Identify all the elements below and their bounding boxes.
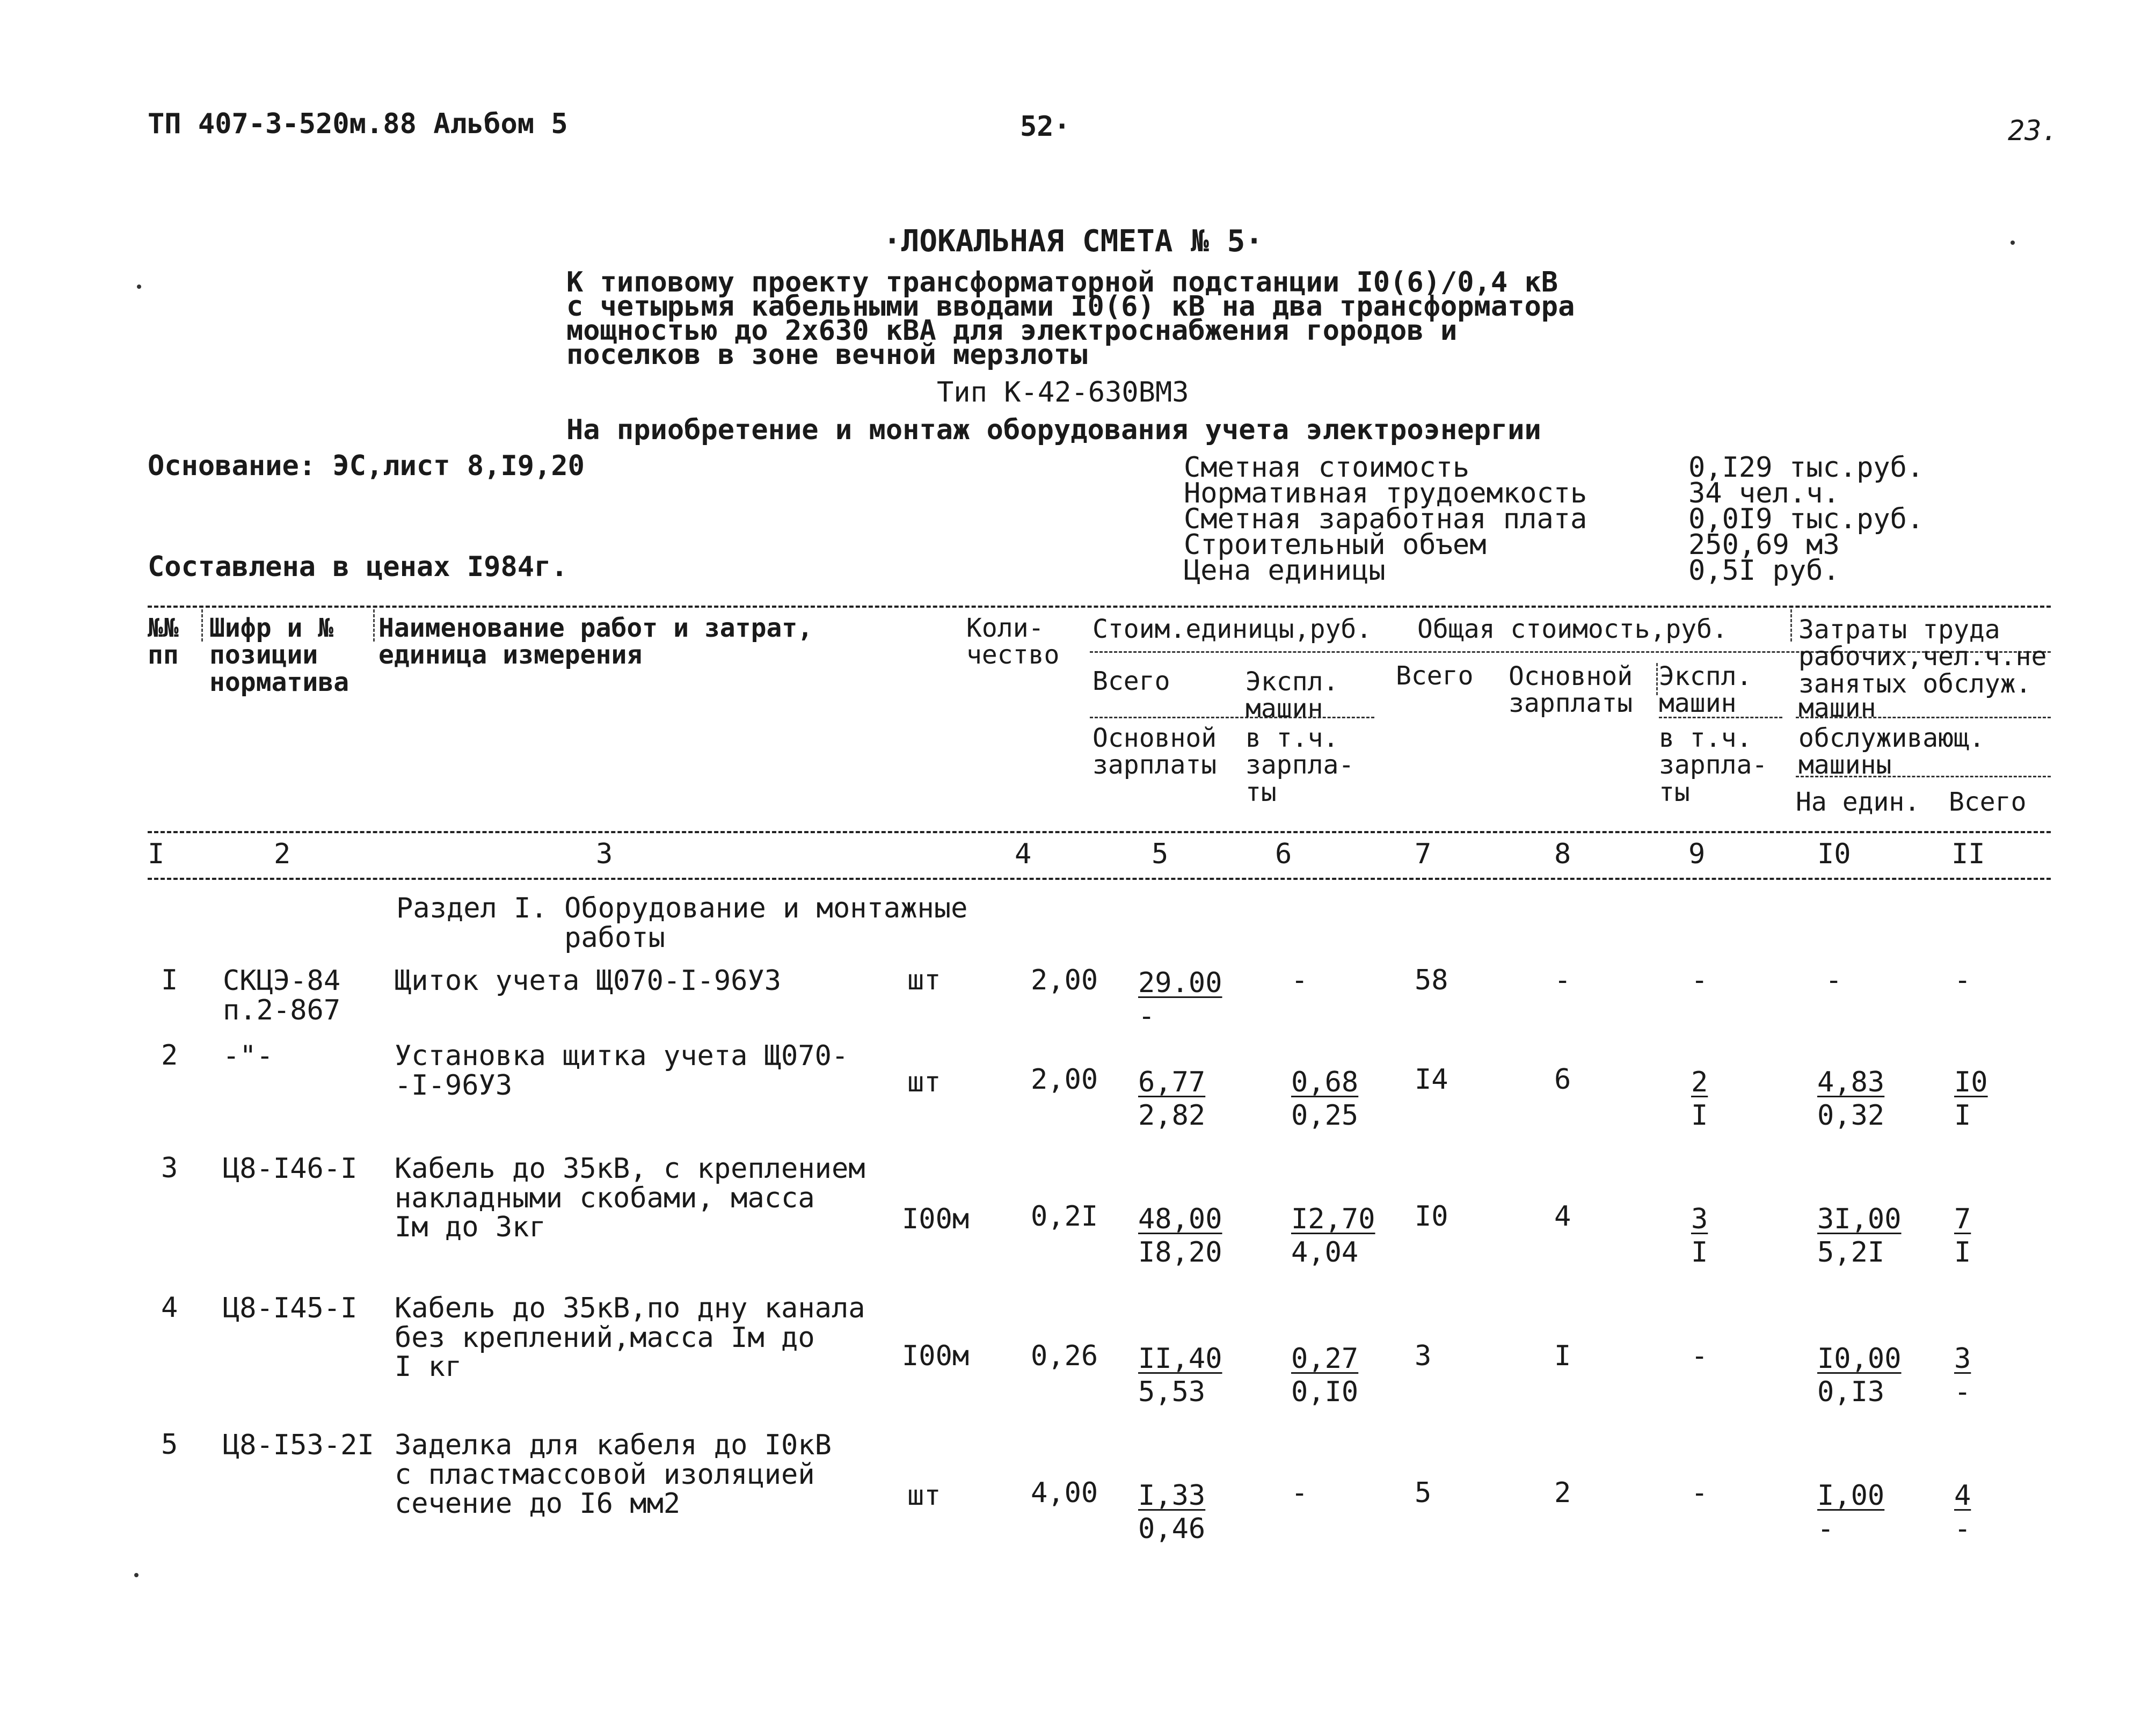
summary-label-cost: Сметная стоимость bbox=[1184, 451, 1470, 484]
row-1-machines: - bbox=[1691, 964, 1708, 996]
summary-label-unit-price: Цена единицы bbox=[1184, 555, 1386, 587]
row-3-number: 3 bbox=[161, 1152, 178, 1184]
column-separator bbox=[1790, 609, 1792, 642]
row-1-number: I bbox=[161, 964, 178, 996]
row-2-unit: шт bbox=[907, 1066, 941, 1098]
row-3-wages: 4 bbox=[1554, 1200, 1571, 1233]
row-2-unit-cost: $\frac{6,77}{2,82}$ bbox=[1138, 1066, 1206, 1132]
col-header-wages-5: Основной зарплаты bbox=[1092, 723, 1217, 781]
row-4-labor-total: 3 - bbox=[1954, 1343, 1971, 1409]
row-3-total: I0 bbox=[1415, 1200, 1448, 1233]
row-1-labor-total: - bbox=[1954, 964, 1971, 996]
row-5-number: 5 bbox=[161, 1429, 178, 1461]
col-number-1: I bbox=[148, 838, 165, 870]
row-2-unit-machines: $\frac{0,68}{0,25}$ bbox=[1291, 1066, 1359, 1132]
row-1-quantity: 2,00 bbox=[1031, 964, 1098, 996]
row-2-total: I4 bbox=[1415, 1063, 1448, 1096]
row-4-total: 3 bbox=[1415, 1340, 1432, 1372]
col-header-quantity: Коли- чество bbox=[966, 613, 1060, 671]
row-1-wages: - bbox=[1554, 964, 1571, 996]
row-3-code: Ц8-I46-I bbox=[223, 1153, 358, 1185]
col-header-labor: Затраты труда рабочих,чел.ч.не занятых обслуж. bbox=[1798, 615, 2047, 699]
row-5-labor-unit: I,00 - bbox=[1817, 1480, 1885, 1546]
row-5-name: Заделка для кабеля до I0кВ с пластмассовой изоляцией сечение до I6 мм2 bbox=[395, 1429, 832, 1520]
column-numbers-rule bbox=[148, 878, 2051, 880]
col-header-service-machines: обслуживающ. машины bbox=[1798, 723, 1985, 781]
col-header-incl-wages-9: в т.ч. зарпла- ты bbox=[1659, 723, 1768, 807]
estimate-purpose: На приобретение и монтаж оборудования учета электроэнергии bbox=[566, 414, 1541, 446]
col-number-11: II bbox=[1951, 838, 1985, 870]
price-base: Составлена в ценах I984г. bbox=[148, 551, 568, 583]
row-1-name: Щиток учета Щ070-I-96УЗ bbox=[395, 965, 782, 997]
row-1-labor-unit: - bbox=[1825, 964, 1842, 996]
row-4-code: Ц8-I45-I bbox=[223, 1292, 358, 1324]
col-header-total-11: Всего bbox=[1949, 787, 2027, 817]
estimate-basis: Основание: ЭС,лист 8,I9,20 bbox=[148, 450, 585, 482]
document-code: ТП 407-3-520м.88 Альбом 5 bbox=[148, 108, 568, 140]
col-header-code: Шифр и № позиции норматива bbox=[209, 613, 349, 697]
row-2-number: 2 bbox=[161, 1039, 178, 1072]
row-4-machines: - bbox=[1691, 1340, 1708, 1372]
row-5-unit: шт bbox=[907, 1480, 941, 1512]
row-1-code: СКЦЭ-84 п.2-867 bbox=[223, 965, 341, 1026]
row-2-machines: $\frac{2}{I}$ bbox=[1691, 1066, 1708, 1132]
row-2-name: Установка щитка учета Щ070- -I-96УЗ bbox=[395, 1040, 849, 1102]
project-type: Тип К-42-630ВМЗ bbox=[937, 376, 1189, 409]
row-4-name: Кабель до 35кВ,по дну канала без креплений,масса Iм до I кг bbox=[395, 1292, 865, 1383]
col-header-total-5: Всего bbox=[1092, 666, 1170, 696]
col-number-8: 8 bbox=[1554, 838, 1571, 870]
row-3-name: Кабель до 35кВ, с креплением накладными скобами, масса Iм до 3кг bbox=[395, 1153, 865, 1244]
col-number-4: 4 bbox=[1015, 838, 1032, 870]
row-5-machines: - bbox=[1691, 1477, 1708, 1509]
header-bottom-rule bbox=[148, 831, 2051, 833]
row-5-code: Ц8-I53-2I bbox=[223, 1429, 374, 1461]
row-3-unit-cost: $\frac{48,00}{I8,20}$ bbox=[1138, 1203, 1222, 1269]
col-header-name: Наименование работ и затрат, единица измерения bbox=[378, 613, 813, 671]
col-header-total-7: Всего bbox=[1396, 661, 1474, 691]
summary-value-unit-price: 0,5I руб. bbox=[1688, 555, 1840, 587]
col-number-9: 9 bbox=[1688, 838, 1706, 870]
row-4-unit: I00м bbox=[902, 1340, 970, 1372]
row-4-unit-cost: $\frac{II,40}{5,53}$ bbox=[1138, 1343, 1222, 1409]
col-header-machines-6: Экспл. машин bbox=[1245, 667, 1339, 724]
summary-value-wages: 0,0I9 тыс.руб. bbox=[1688, 503, 1924, 535]
summary-label-volume: Строительный объем bbox=[1184, 529, 1487, 561]
project-line-4: поселков в зоне вечной мерзлоты bbox=[566, 339, 1088, 371]
row-5-unit-machines: - bbox=[1291, 1477, 1308, 1509]
row-1-unit-cost: 29.00 - bbox=[1138, 967, 1222, 1033]
summary-value-volume: 250,69 м3 bbox=[1688, 529, 1840, 561]
row-5-total: 5 bbox=[1415, 1477, 1432, 1509]
row-3-labor-unit: $\frac{3I,00}{5,2I}$ bbox=[1817, 1203, 1902, 1269]
row-3-unit: I00м bbox=[902, 1203, 970, 1235]
row-4-labor-unit: $\frac{I0,00}{0,I3}$ bbox=[1817, 1343, 1902, 1409]
column-separator bbox=[373, 609, 375, 642]
col-number-3: 3 bbox=[596, 838, 613, 870]
estimate-title: ·ЛОКАЛЬНАЯ СМЕТА № 5· bbox=[883, 224, 1264, 259]
row-4-wages: I bbox=[1554, 1340, 1571, 1372]
row-2-labor-total: $\frac{I0}{I}$ bbox=[1954, 1066, 1988, 1132]
summary-label-labor: Нормативная трудоемкость bbox=[1184, 477, 1587, 509]
summary-value-labor: 34 чел.ч. bbox=[1688, 477, 1840, 509]
col-header-number: №№ пп bbox=[148, 613, 179, 671]
summary-value-cost: 0,I29 тыс.руб. bbox=[1688, 451, 1924, 484]
row-1-unit-machines: - bbox=[1291, 964, 1308, 996]
project-line-3: мощностью до 2х630 кВА для электроснабжения городов и bbox=[566, 315, 1458, 347]
col-header-total-cost: Общая стоимость,руб. bbox=[1417, 614, 1728, 644]
page-number: 52· bbox=[1020, 111, 1070, 143]
column-separator bbox=[201, 609, 203, 642]
row-1-total: 58 bbox=[1415, 964, 1448, 996]
row-3-labor-total: $\frac{7}{I}$ bbox=[1954, 1203, 1971, 1269]
row-4-number: 4 bbox=[161, 1292, 178, 1324]
col-number-7: 7 bbox=[1415, 838, 1432, 870]
section-heading: Раздел I. Оборудование и монтажные работы bbox=[396, 892, 968, 954]
row-3-quantity: 0,2I bbox=[1031, 1200, 1098, 1233]
row-5-unit-cost: $\frac{I,33}{0,46}$ bbox=[1138, 1480, 1206, 1546]
project-line-2: с четырьмя кабельными вводами I0(6) кВ на два трансформатора bbox=[566, 290, 1575, 323]
col-header-unit-cost: Стоим.единицы,руб. bbox=[1092, 614, 1372, 644]
row-4-quantity: 0,26 bbox=[1031, 1340, 1098, 1372]
row-5-labor-total: 4 - bbox=[1954, 1480, 1971, 1546]
project-line-1: К типовому проекту трансформаторной подстанции I0(6)/0,4 кВ bbox=[566, 266, 1558, 298]
row-3-machines: $\frac{3}{I}$ bbox=[1691, 1203, 1708, 1269]
row-2-code: -"- bbox=[223, 1040, 273, 1072]
row-2-wages: 6 bbox=[1554, 1063, 1571, 1096]
col-header-machines-9: Экспл. машин bbox=[1659, 661, 1752, 719]
row-2-quantity: 2,00 bbox=[1031, 1063, 1098, 1096]
col-number-6: 6 bbox=[1275, 838, 1292, 870]
col-header-per-unit: На един. bbox=[1796, 787, 1920, 817]
scan-speck bbox=[134, 1573, 139, 1577]
col-number-2: 2 bbox=[274, 838, 291, 870]
row-4-unit-machines: $\frac{0,27}{0,I0}$ bbox=[1291, 1343, 1359, 1409]
scan-speck bbox=[2011, 241, 2015, 245]
row-2-labor-unit: $\frac{4,83}{0,32}$ bbox=[1817, 1066, 1885, 1132]
col-number-5: 5 bbox=[1152, 838, 1169, 870]
col-header-labor-machines: машин bbox=[1798, 693, 1876, 723]
table-top-rule bbox=[148, 606, 2051, 608]
row-1-unit: шт bbox=[907, 964, 941, 996]
row-5-wages: 2 bbox=[1554, 1477, 1571, 1509]
col-header-incl-wages-6: в т.ч. зарпла- ты bbox=[1245, 723, 1354, 807]
row-3-unit-machines: $\frac{I2,70}{4,04}$ bbox=[1291, 1203, 1375, 1269]
sheet-number: 23. bbox=[2008, 115, 2058, 147]
col-header-wages-8: Основной зарплаты bbox=[1509, 661, 1633, 719]
row-5-quantity: 4,00 bbox=[1031, 1477, 1098, 1509]
scan-speck bbox=[137, 285, 141, 289]
col-number-10: I0 bbox=[1817, 838, 1851, 870]
column-separator bbox=[1656, 663, 1658, 695]
summary-label-wages: Сметная заработная плата bbox=[1184, 503, 1587, 535]
